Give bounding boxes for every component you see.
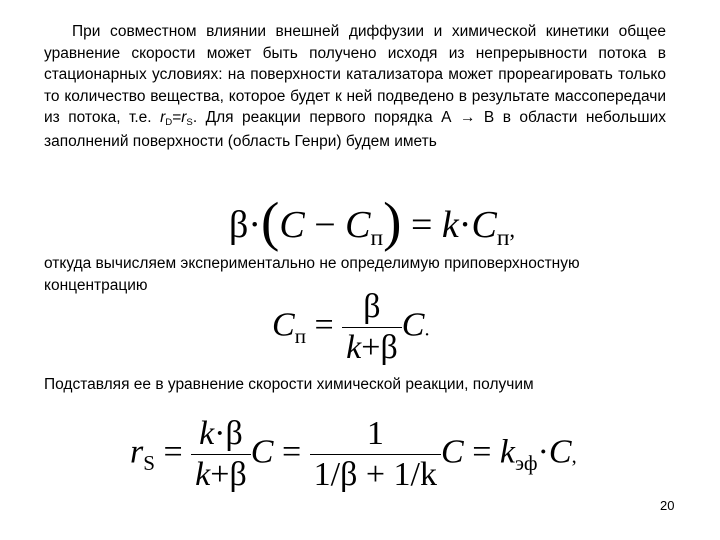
equals-sign-2: =	[281, 433, 302, 471]
close-paren: )	[383, 191, 402, 253]
comma: ,	[509, 217, 516, 242]
paragraph-intro-rest: . Для реакции первого порядка А → В в области небольших заполнений поверхности (область Генри) будем иметь	[44, 109, 667, 150]
k-symbol: k	[346, 329, 362, 366]
beta-symbol-2: β	[229, 456, 247, 493]
plus-sign: +	[210, 456, 230, 493]
r-symbol-2: r	[181, 109, 187, 126]
equals-sign: =	[163, 433, 183, 471]
dot-operator-2: ·	[458, 204, 472, 246]
c-surface-symbol: C	[272, 306, 295, 344]
k-effective-symbol: k	[499, 433, 515, 471]
dot-operator: ·	[214, 415, 226, 452]
beta-symbol: β	[380, 329, 398, 366]
fraction-1-denominator	[191, 454, 251, 495]
subscript-s: S	[143, 450, 155, 475]
c-symbol: C	[401, 306, 425, 344]
fraction-2-denominator: 1/β + 1/k	[310, 454, 441, 495]
equation-rate	[130, 414, 577, 495]
c-surface-symbol: C	[345, 204, 371, 246]
r-symbol: r	[130, 433, 144, 471]
fraction-2	[310, 414, 441, 495]
paragraph-intro	[44, 21, 666, 152]
k-symbol: k	[199, 415, 215, 452]
paragraph-substitution	[44, 374, 684, 396]
plus-sign: +	[361, 329, 381, 366]
equation-flux-balance	[229, 191, 516, 253]
paragraph-surface-concentration-text: откуда вычисляем экспериментально не определимую приповерхностную концентрацию	[44, 255, 580, 294]
fraction-1-numerator	[191, 414, 251, 454]
subscript-eff: эф	[514, 450, 538, 475]
r-symbol: r	[160, 109, 166, 126]
equals-sign-3: =	[472, 433, 492, 471]
c-symbol-2: C	[441, 433, 464, 471]
dot-operator: ·	[248, 204, 261, 246]
beta-symbol: β	[225, 415, 243, 452]
equals-sign: =	[314, 306, 334, 344]
fraction-2-numerator: 1	[366, 415, 384, 452]
page-number: 20	[660, 498, 675, 513]
paragraph-substitution-text: Подставляя ее в уравнение скорости химической реакции, получим	[44, 376, 534, 393]
k-symbol-2: k	[195, 456, 211, 493]
subscript-s: S	[186, 117, 193, 129]
c-symbol-3: C	[548, 433, 572, 471]
fraction-numerator: β	[363, 288, 381, 325]
k-symbol: k	[441, 204, 459, 246]
c-symbol: C	[250, 433, 274, 471]
fraction-denominator	[342, 327, 402, 368]
subscript-p: п	[294, 323, 306, 348]
minus-sign: −	[314, 204, 336, 246]
subscript-d: D	[165, 117, 173, 129]
equals-sign: =	[172, 109, 182, 126]
equation-surface-concentration	[272, 287, 430, 368]
paragraph-intro-text: При совместном влиянии внешней диффузии и химической кинетики общее уравнение скорости может быть получено исходя из непрерывности потока в стационарных условиях: на поверхности катализатора может прореагировать только то количество вещества, которое будет к ней подведено в результате массопередачи из потока, т.е.	[44, 23, 666, 126]
comma: ,	[571, 445, 577, 468]
c-symbol: C	[279, 204, 305, 246]
subscript-p: п	[370, 225, 384, 252]
c-surface-symbol-2: C	[471, 204, 497, 246]
dot-operator-2: ·	[537, 433, 549, 471]
equals-sign: =	[410, 204, 433, 246]
fraction-1	[191, 414, 251, 495]
period: .	[424, 318, 430, 341]
fraction	[342, 287, 402, 368]
beta-symbol: β	[229, 204, 249, 246]
open-paren: (	[261, 191, 280, 253]
subscript-p-2: п	[496, 225, 510, 252]
